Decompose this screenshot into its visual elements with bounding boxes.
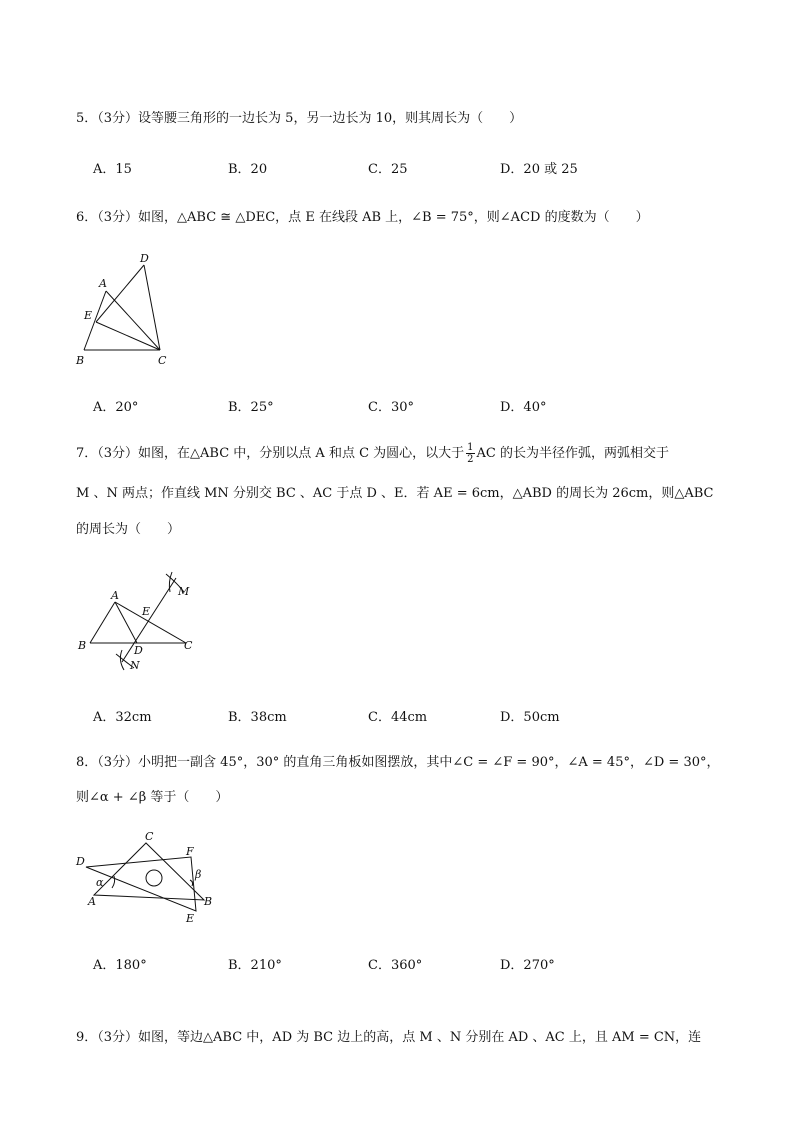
q7-label-c: C [184,639,193,652]
q8-label-alpha: α [96,876,104,889]
q7-arc-m-2 [169,572,172,592]
q7-option-a: A．32cm [93,710,152,725]
q6-label-b: B [76,354,85,367]
q6-label-e: E [84,309,93,322]
q6-figure [74,252,184,372]
q6-segment-ec [96,322,160,350]
q8-option-d: D．270° [500,958,555,973]
q6-option-c: C．30° [368,400,414,415]
q8-label-c: C [145,830,154,843]
q7-stem-part-2: AC 的长为半径作弧，两弧相交于 [476,446,670,461]
q7-stem-line-2: M 、N 两点；作直线 MN 分别交 BC 、AC 于点 D 、E．若 AE = 6cm，△ABD 的周长为 26cm，则△ABC [76,486,714,501]
q7-fraction-numerator: 1 [467,442,474,453]
q7-label-b: B [78,639,87,652]
q6-stem: 6．（3分）如图，△ABC ≅ △DEC，点 E 在线段 AB 上，∠B = 75°，则∠ACD 的度数为（ ） [76,210,649,225]
q8-label-f: F [186,845,194,858]
q8-arc-beta [190,880,193,886]
q7-option-c: C．44cm [368,710,428,725]
q7-figure [74,568,204,678]
q7-line-mn [122,578,176,662]
q7-label-n: N [130,659,140,672]
q8-label-d: D [76,855,85,868]
q8-label-b: B [204,895,213,908]
q7-fraction [466,442,474,465]
q8-hole-circle [146,870,162,886]
q7-label-a: A [111,589,119,602]
q7-fraction-denominator: 2 [467,454,474,465]
q6-segment-ed [96,265,144,322]
q8-label-a: A [88,895,96,908]
q8-option-c: C．360° [368,958,423,973]
q5-option-a: A．15 [93,162,132,177]
q8-label-e: E [186,912,195,925]
q5-option-c: C．25 [368,162,408,177]
q6-option-a: A．20° [93,400,139,415]
q6-label-a: A [99,277,107,290]
q8-option-a: A．180° [93,958,147,973]
q8-option-b: B．210° [228,958,282,973]
q5-option-d: D．20 或 25 [500,162,578,177]
q5-stem: 5．（3分）设等腰三角形的一边长为 5，另一边长为 10，则其周长为（ ） [76,111,523,126]
q8-label-beta: β [195,868,202,881]
q7-label-m: M [178,585,190,598]
q7-option-d: D．50cm [500,710,560,725]
q6-option-d: D．40° [500,400,547,415]
q7-label-d: D [134,644,143,657]
q7-stem-line-3: 的周长为（ ） [76,522,181,537]
q6-segment-dc [144,265,160,350]
q6-label-c: C [158,354,167,367]
q5-option-b: B．20 [228,162,268,177]
q7-option-b: B．38cm [228,710,287,725]
q6-option-b: B．25° [228,400,274,415]
q7-segment-ba [90,602,115,643]
q7-label-e: E [142,605,151,618]
q8-figure [74,828,224,933]
q7-stem-part-1: 7．（3分）如图，在△ABC 中，分别以点 A 和点 C 为圆心，以大于 [76,446,465,461]
q7-stem-line-1 [76,442,669,465]
q8-stem-line-1: 8．（3分）小明把一副含 45°，30° 的直角三角板如图摆放，其中∠C = ∠F = 90°，∠A = 45°，∠D = 30°， [76,755,720,770]
q8-stem-line-2: 则∠α + ∠β 等于（ ） [76,790,229,805]
q6-label-d: D [140,252,149,265]
q9-stem: 9．（3分）如图，等边△ABC 中，AD 为 BC 边上的高，点 M 、N 分别在 AD 、AC 上，且 AM = CN，连 [76,1030,702,1045]
